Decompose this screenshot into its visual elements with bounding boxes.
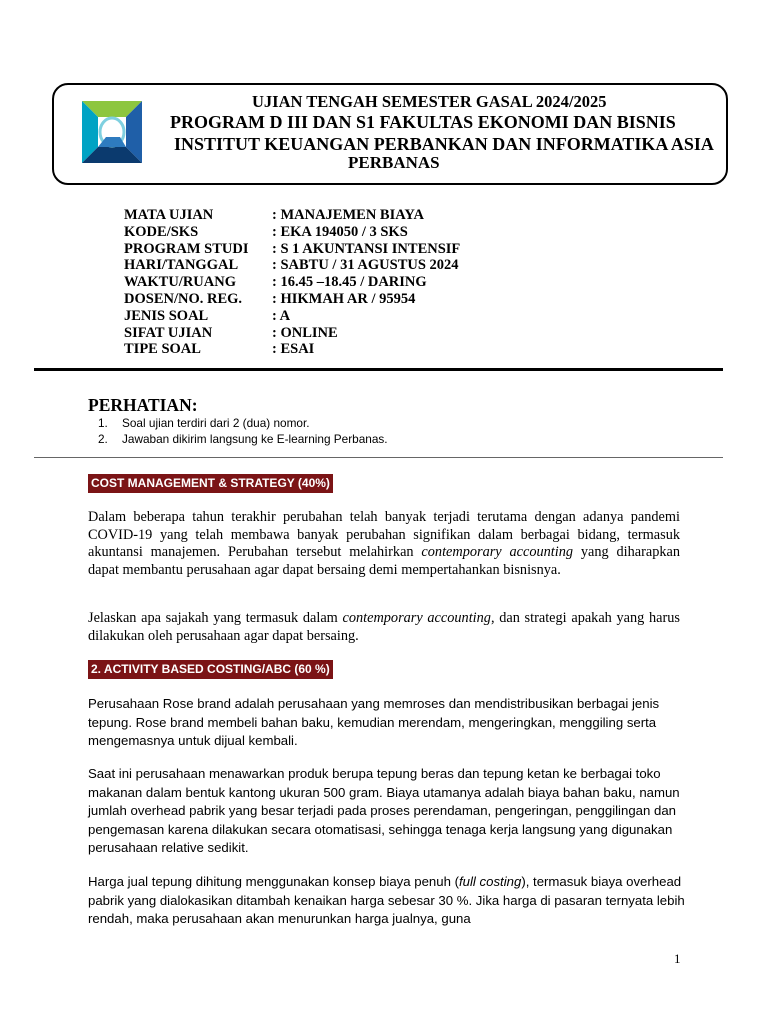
section2-heading: 2. ACTIVITY BASED COSTING/ABC (60 %) xyxy=(88,660,333,679)
info-value: : SABTU / 31 AGUSTUS 2024 xyxy=(272,257,459,274)
page-number: 1 xyxy=(674,951,681,966)
section2-paragraph-2: Saat ini perusahaan menawarkan produk berupa tepung beras dan tepung ketan ke berbagai toko makanan dalam bentuk kantong ukuran 500 gram. Biaya utamanya adalah biaya bahan baku, namun jumlah overhead pabrik yang besar terjadi pada proses perendaman, pengeringan, penggilingan dan pengemasan karena dilakukan secara otomatisasi, sehingga tenaga kerja langsung yang digunakan perusahaan relative sedikit. xyxy=(88,766,680,855)
list-item xyxy=(98,431,388,447)
note-number: 1. xyxy=(98,416,108,430)
section1-paragraph-1 xyxy=(88,509,680,579)
info-value: : ONLINE xyxy=(272,324,338,341)
info-row xyxy=(124,341,460,358)
note-text: Jawaban dikirim langsung ke E-learning Perbanas. xyxy=(122,432,388,446)
info-value: : ESAI xyxy=(272,341,315,358)
text-run: ), termasuk biaya overhead pabrik yang dialokasikan ditambah kenaikan harga sebesar 30 %. Jika harga di pasaran ternyata lebih rendah, maka perusahaan akan menurunkan harga jualnya, guna xyxy=(88,874,685,926)
text-run-italic: full costing xyxy=(459,874,522,889)
note-number: 2. xyxy=(98,432,108,446)
list-item xyxy=(98,415,388,431)
info-value: : EKA 194050 / 3 SKS xyxy=(272,223,408,240)
info-row xyxy=(124,308,460,325)
info-label: JENIS SOAL xyxy=(124,307,209,324)
info-label: DOSEN/NO. REG. xyxy=(124,290,243,307)
info-label: TIPE SOAL xyxy=(124,341,201,358)
info-row xyxy=(124,241,460,258)
info-value: : MANAJEMEN BIAYA xyxy=(272,207,424,223)
divider-thick xyxy=(34,368,723,371)
exam-title: UJIAN TENGAH SEMESTER GASAL 2024/2025 xyxy=(252,92,607,111)
info-label: MATA UJIAN xyxy=(124,207,214,223)
info-row xyxy=(124,207,460,224)
notes-list xyxy=(98,415,388,447)
text-run: Harga jual tepung dihitung menggunakan konsep biaya penuh ( xyxy=(88,874,459,889)
exam-info-table xyxy=(124,207,460,358)
info-row xyxy=(124,257,460,274)
info-row xyxy=(124,224,460,241)
info-label: KODE/SKS xyxy=(124,223,199,240)
text-run-italic: contemporary accounting xyxy=(342,610,491,626)
section2-paragraph-3 xyxy=(88,873,688,929)
program-title: PROGRAM D III DAN S1 FAKULTAS EKONOMI DAN BISNIS xyxy=(170,112,676,132)
text-run: , dan strategi apakah yang harus dilakukan oleh perusahaan agar dapat bersaing. xyxy=(88,610,680,644)
info-value: : HIKMAH AR / 95954 xyxy=(272,290,416,307)
perhatian-heading: PERHATIAN: xyxy=(88,395,198,415)
perbanas-logo-icon xyxy=(76,97,148,167)
text-run: Dalam beberapa tahun terakhir perubahan telah banyak terjadi terutama dengan adanya pandemi COVID-19 yang telah membawa banyak perubahan signifikan dalam berbagai bidang, termasuk akuntansi manajemen. Perubahan tersebut melahirkan xyxy=(88,509,680,561)
section2-paragraph-1: Perusahaan Rose brand adalah perusahaan yang memroses dan mendistribusikan berbagai jenis tepung. Rose brand membeli bahan baku, kemudian merendam, mengeringkan, menggiling serta mengemasnya untuk dijual kembali. xyxy=(88,696,660,748)
info-label: HARI/TANGGAL xyxy=(124,257,239,274)
text-run-italic: contemporary accounting xyxy=(421,544,573,561)
info-value: : S 1 AKUNTANSI INTENSIF xyxy=(272,240,461,257)
institute-title: INSTITUT KEUANGAN PERBANKAN DAN INFORMATIKA ASIA xyxy=(174,134,714,154)
info-label: PROGRAM STUDI xyxy=(124,240,249,257)
text-run: yang diharapkan dapat membantu perusahaan agar dapat bersaing demi mempertahankan bisnisnya. xyxy=(88,544,680,578)
info-row xyxy=(124,274,460,291)
info-label: SIFAT UJIAN xyxy=(124,324,213,341)
divider-thin xyxy=(34,457,723,458)
info-label: WAKTU/RUANG xyxy=(124,274,236,291)
info-value: : 16.45 –18.45 / DARING xyxy=(272,274,427,291)
info-row xyxy=(124,291,460,308)
section1-heading: COST MANAGEMENT & STRATEGY (40%) xyxy=(88,474,333,493)
info-row xyxy=(124,325,460,342)
note-text: Soal ujian terdiri dari 2 (dua) nomor. xyxy=(122,416,310,430)
institute-title-cont: PERBANAS xyxy=(348,153,440,172)
section1-paragraph-2 xyxy=(88,610,680,645)
text-run: Jelaskan apa sajakah yang termasuk dalam xyxy=(88,610,343,626)
info-value: : A xyxy=(272,307,291,324)
